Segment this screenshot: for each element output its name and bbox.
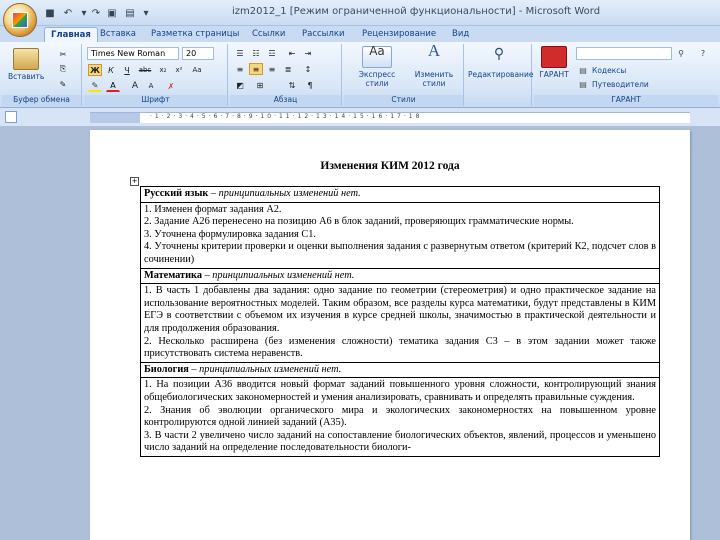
clipboard-group-label: Буфер обмена (2, 95, 81, 106)
subject-row (141, 362, 660, 378)
change-item: 1. Изменен формат задания А2. (144, 203, 282, 215)
subscript-button[interactable]: x₂ (159, 66, 167, 74)
sort-icon[interactable]: ⇅ (288, 80, 296, 90)
tab-selector[interactable] (5, 111, 17, 123)
guides-icon[interactable]: ▤ (579, 79, 587, 89)
ribbon (0, 42, 720, 108)
subject-cell[interactable] (141, 268, 660, 284)
multilevel-list-icon[interactable]: ☲ (268, 48, 276, 58)
dash: – (208, 188, 219, 199)
office-logo-icon (12, 12, 28, 28)
title-bar (0, 0, 720, 26)
subject-name: Математика (144, 269, 202, 281)
change-item: 1. На позиции А36 вводится новый формат заданий повышенного уровня сложности, контролирующий знания общебиологических закономерностей и умения анализировать, сравнивать и определять правильные суждения. (144, 379, 656, 403)
customize-qat-icon[interactable]: ▾ (143, 7, 149, 19)
subject-name: Биология (144, 363, 189, 375)
editing-button[interactable] (468, 46, 534, 79)
garant-button[interactable] (536, 46, 572, 79)
strikethrough-button[interactable]: abc (138, 66, 152, 74)
quick-styles-icon: Aa (362, 46, 392, 68)
shrink-font-button[interactable]: A (148, 82, 154, 90)
ruler-ticks: ·1·2·3·4·5·6·7·8·9·10·11·12·13·14·15·16·17·18 (150, 113, 423, 120)
codes-icon[interactable]: ▤ (579, 65, 587, 75)
change-item: 1. В часть 1 добавлены два задания: одно задание по геометрии (стереометрия) и одно практическое задание на использование вероятностных моделей. Таким образом, все разделы курса математики, будут представлены в КИМ ЕГЭ в соответствии с объемом их изучения в курсе средней школы, значимостью в практической деятельности и для продолжения образования. (144, 285, 656, 334)
tab-insert[interactable]: Вставка (100, 29, 137, 39)
shading-icon[interactable]: ◩ (236, 80, 244, 90)
horizontal-ruler[interactable] (90, 112, 690, 123)
quick-styles-label: Экспресс стили (358, 70, 396, 88)
redo-icon[interactable]: ↷ (91, 7, 101, 19)
document-area (0, 126, 720, 540)
changes-cell[interactable] (141, 378, 660, 457)
garant-logo-icon (541, 46, 567, 68)
line-spacing-icon[interactable]: ↕ (304, 64, 312, 74)
subject-cell[interactable] (141, 187, 660, 203)
editing-label: Редактирование (468, 70, 534, 79)
change-styles-icon: A (427, 41, 441, 60)
font-group (84, 44, 228, 106)
bullets-icon[interactable]: ☰ (236, 48, 244, 58)
garant-label: ГАРАНТ (539, 70, 569, 79)
paragraph-group-label: Абзац (230, 95, 341, 106)
decrease-indent-icon[interactable]: ⇤ (288, 48, 296, 58)
binoculars-icon: ⚲ (493, 46, 505, 62)
italic-button[interactable]: К (108, 65, 114, 75)
quick-styles-button[interactable] (348, 46, 406, 88)
table-move-handle[interactable]: + (131, 177, 138, 185)
subject-row (141, 187, 660, 203)
align-left-icon[interactable]: ≡ (236, 64, 244, 74)
subject-row (141, 268, 660, 284)
change-styles-label: Изменить стили (414, 70, 454, 88)
tab-view[interactable]: Вид (452, 29, 470, 39)
font-group-label: Шрифт (84, 95, 227, 106)
numbering-icon[interactable]: ☷ (252, 48, 260, 58)
print-icon[interactable]: ▤ (125, 7, 135, 19)
tab-references[interactable]: Ссылки (252, 29, 286, 39)
office-button[interactable] (3, 3, 37, 37)
paste-label: Вставить (8, 72, 45, 81)
format-painter-icon[interactable]: ✎ (59, 79, 67, 89)
paste-button[interactable] (8, 48, 44, 81)
align-center-icon[interactable]: ≡ (249, 63, 263, 75)
tab-page-layout[interactable]: Разметка страницы (151, 29, 240, 39)
changes-row (141, 202, 660, 268)
styles-group (344, 41, 464, 106)
garant-group (534, 44, 718, 106)
align-right-icon[interactable]: ≡ (268, 64, 276, 74)
ribbon-tabs (0, 26, 720, 42)
increase-indent-icon[interactable]: ⇥ (304, 48, 312, 58)
dash: – (188, 363, 200, 375)
font-size-combo[interactable]: 20 (182, 47, 214, 60)
borders-icon[interactable]: ⊞ (256, 80, 264, 90)
help-icon[interactable]: ? (700, 48, 706, 58)
tab-mailings[interactable]: Рассылки (302, 29, 345, 39)
changes-table[interactable] (140, 186, 660, 457)
changes-cell[interactable] (141, 202, 660, 268)
garant-group-label: ГАРАНТ (534, 95, 718, 106)
dash: – (201, 269, 213, 281)
change-item: 2. Задание А26 перенесено на позицию А6 в блок заданий, проверяющих грамматические нормы. (144, 216, 574, 228)
paste-icon (13, 48, 39, 70)
change-item: 4. Уточнены критерии проверки и оценки выполнения задания с развернутым ответом (критерий К2, подсчет слов в сочинении) (144, 241, 656, 265)
editing-group (466, 44, 532, 106)
undo-dropdown-icon[interactable]: ▾ (81, 7, 87, 19)
open-icon[interactable]: ▣ (107, 7, 117, 19)
change-item: 3. В части 2 увеличено число заданий на сопоставление биологических объектов, явлений, процессов и уменьшено число заданий на определение последовательности биологи- (144, 429, 656, 454)
highlight-icon[interactable]: ✎ (88, 80, 102, 92)
change-case-button[interactable]: Aa (192, 66, 202, 74)
changes-row (141, 284, 660, 363)
paragraph-group (230, 44, 342, 106)
change-item: 2. Несколько расширена (без изменения сложности) тематика задания С3 – в этом задании может также присутствовать система неравенств. (144, 335, 656, 360)
underline-button[interactable]: Ч (124, 65, 130, 75)
changes-row (141, 378, 660, 457)
clipboard-group (2, 44, 82, 106)
garant-search-icon[interactable]: ⚲ (678, 48, 684, 58)
subject-note: принципиальных изменений нет. (199, 363, 342, 375)
ruler-margin (90, 113, 140, 123)
ruler-bar (0, 108, 720, 126)
document-title: Изменения КИМ 2012 года (320, 160, 460, 172)
change-styles-button[interactable] (410, 41, 458, 88)
codes-label[interactable]: Кодексы (592, 66, 627, 75)
font-name-combo[interactable]: Times New Roman (87, 47, 179, 60)
tab-home[interactable]: Главная (44, 27, 98, 42)
grow-font-button[interactable]: A (131, 81, 139, 91)
change-item: 2. Знания об эволюции органического мира и экологических закономерностях на повышенном уровне контролируются одной линией заданий (А35). (144, 404, 656, 429)
copy-icon[interactable]: ⎘ (59, 64, 67, 73)
undo-icon[interactable]: ↶ (63, 7, 73, 19)
clear-formatting-icon[interactable]: ✗ (167, 81, 175, 91)
justify-icon[interactable]: ≣ (284, 64, 292, 74)
window-title: izm2012_1 [Режим ограниченной функциональности] - Microsoft Word (232, 6, 601, 17)
save-icon[interactable]: ■ (45, 7, 55, 19)
tab-review[interactable]: Рецензирование (362, 29, 437, 39)
bold-button[interactable]: Ж (88, 64, 102, 76)
garant-search-input[interactable] (576, 47, 672, 60)
show-marks-button[interactable]: ¶ (307, 80, 313, 90)
subject-cell[interactable] (141, 362, 660, 378)
change-item: 3. Уточнена формулировка задания С1. (144, 228, 316, 240)
guides-label[interactable]: Путеводители (592, 80, 649, 89)
subject-note: принципиальных изменений нет. (218, 188, 361, 199)
styles-group-label: Стили (344, 95, 463, 106)
font-color-button[interactable]: A (106, 80, 120, 92)
changes-cell[interactable] (141, 284, 660, 363)
cut-icon[interactable]: ✂ (59, 49, 67, 59)
subject-name: Русский язык (144, 188, 209, 199)
superscript-button[interactable]: x² (175, 66, 183, 74)
document-page[interactable] (90, 130, 690, 540)
subject-note: принципиальных изменений нет. (212, 269, 355, 281)
